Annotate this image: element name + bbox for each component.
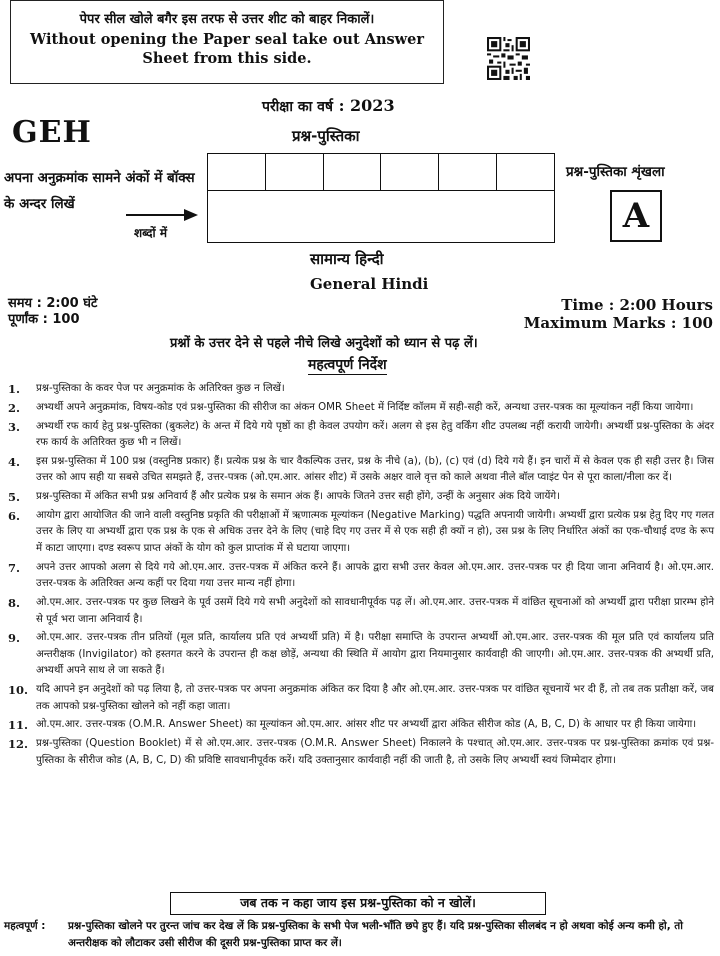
exam-year-value: : 2023 (338, 96, 395, 115)
marks-english: Maximum Marks : 100 (523, 314, 713, 332)
important-text: प्रश्न-पुस्तिका खोलने पर तुरन्त जांच कर देख लें कि प्रश्न-पुस्तिका के सभी पेज भली-भाँति छपे हुए हैं। यदि प्रश्न-पुस्तिका सीलबंद न हो अथवा कोई अन्य कमी हो, तो अन्तरीक्षक को लौटाकर उसी सीरीज की दूसरी प्रश्न-पुस्तिका प्राप्त कर लें। (68, 920, 683, 949)
instruction-text: इस प्रश्न-पुस्तिका में 100 प्रश्न (वस्तुनिष्ठ प्रकार) हैं। प्रत्येक प्रश्न के चार वैकल्पिक उत्तर, प्रश्न के नीचे (a), (b), (c) एवं (d) दिये गये हैं। इन चारों में से केवल एक ही सही उत्तर है। जिस उत्तर को आप सही या सबसे उचित समझते हैं, उत्तर-पत्रक (ओ.एम.आर. आंसर शीट) में उसके अक्षर वाले वृत्त को काले अथवा नीले बॉल प्वाइंट पेन से पूरा काला/नीला कर दें। (36, 455, 714, 484)
instruction-number: 9. (8, 631, 21, 646)
read-instructions-note: प्रश्नों के उत्तर देने से पहले नीचे लिखे अनुदेशों को ध्यान से पढ़ लें। (170, 336, 478, 351)
roll-digit-box[interactable] (496, 154, 554, 190)
instruction-item (8, 595, 714, 628)
roll-digit-box[interactable] (208, 154, 265, 190)
instruction-number: 6. (8, 508, 21, 523)
instruction-text: यदि आपने इन अनुदेशों को पढ़ लिया है, तो उत्तर-पत्रक पर अपना अनुक्रमांक अंकित कर दिया है और ओ.एम.आर. उत्तर-पत्रक पर वांछित सूचनायें भर दी हैं, तो तब तक प्रतीक्षा करें, जब तक आपको प्रश्न-पुस्तिका खोलने को नहीं कहा जाता। (36, 684, 714, 712)
time-english: Time : 2:00 Hours (561, 296, 713, 314)
marks-hindi: पूर्णांक : 100 (8, 312, 80, 327)
instruction-item (8, 508, 714, 558)
instruction-number: 8. (8, 596, 21, 611)
series-code-box: A (610, 190, 662, 242)
seal-notice-english: Without opening the Paper seal take out Answer Sheet from this side. (29, 31, 425, 67)
instruction-item (8, 630, 714, 680)
roll-number-digit-boxes[interactable] (207, 153, 555, 191)
seal-notice-box (10, 0, 444, 84)
seal-notice-hindi: पेपर सील खोले बगैर इस तरफ से उत्तर शीट को बाहर निकालें। (79, 12, 375, 27)
instruction-text: अभ्यर्थी अपने अनुक्रमांक, विषय-कोड एवं प्रश्न-पुस्तिका की सीरीज का अंकन OMR Sheet में निर्दिष्ट कॉलम में सही-सही करें, अन्यथा उत्तर-पत्रक का मूल्यांकन नहीं किया जायेगा। (36, 401, 694, 413)
time-marks-hindi (8, 296, 97, 328)
instruction-number: 11. (8, 718, 29, 733)
instruction-number: 1. (8, 382, 21, 396)
do-not-open-notice: जब तक न कहा जाय इस प्रश्न-पुस्तिका को न खोलें। (170, 892, 546, 915)
roll-digit-box[interactable] (323, 154, 381, 190)
instruction-item (8, 736, 714, 769)
instruction-text: प्रश्न-पुस्तिका के कवर पेज पर अनुक्रमांक के अतिरिक्त कुछ न लिखें। (36, 383, 285, 394)
instructions-title: महत्वपूर्ण निर्देश (308, 357, 387, 373)
series-label: प्रश्न-पुस्तिका शृंखला (566, 164, 665, 180)
important-footer (4, 918, 718, 952)
instruction-number: 10. (8, 683, 29, 698)
instruction-number: 7. (8, 560, 21, 575)
exam-year-label: परीक्षा का वर्ष (262, 99, 333, 115)
important-label: महत्वपूर्ण : (4, 920, 46, 932)
instruction-number: 2. (8, 400, 21, 415)
time-hindi: समय : 2:00 घंटे (8, 296, 98, 311)
roll-words-label: शब्दों में (134, 226, 167, 240)
exam-year (262, 96, 395, 116)
instruction-text: ओ.एम.आर. उत्तर-पत्रक तीन प्रतियों (मूल प्रति, कार्यालय प्रति एवं अभ्यर्थी प्रति) में है। परीक्षा समाप्ति के उपरान्त अभ्यर्थी ओ.एम.आर. उत्तर-पत्रक की मूल प्रति एवं कार्यालय प्रति अन्तरीक्षक (Invigilator) को हस्तगत करने के उपरान्त ही कक्ष छोड़ें, अन्यथा की स्थिति में आयोग द्वारा नियमानुसार कार्यवाही की जाएगी। ओ.एम.आर. उत्तर-पत्रक की अभ्यर्थी प्रति, अभ्यर्थी अपने साथ ले जा सकते हैं। (36, 632, 714, 677)
instruction-text: अपने उत्तर आपको अलग से दिये गये ओ.एम.आर. उत्तर-पत्रक में अंकित करने हैं। आपके द्वारा सभी उत्तर केवल ओ.एम.आर. उत्तर-पत्रक पर ही दिया जाना अनिवार्य है। ओ.एम.आर. उत्तर-पत्रक के अतिरिक्त अन्य कहीं पर दिया गया उत्तर मान्य नहीं होगा। (36, 561, 714, 590)
instruction-item (8, 717, 714, 734)
roll-number-label: अपना अनुक्रमांक सामने अंकों में बॉक्स के अन्दर लिखें (4, 170, 195, 212)
instruction-text: प्रश्न-पुस्तिका (Question Booklet) में से ओ.एम.आर. उत्तर-पत्रक (O.M.R. Answer Sheet) निकालने के पश्चात् ओ.एम.आर. उत्तर-पत्रक पर प्रश्न-पुस्तिका क्रमांक एवं प्रश्न-पुस्तिका के सीरीज कोड (A, B, C, D) की प्रविष्टि सावधानीपूर्वक करें। यदि उक्तानुसार कार्यवाही नहीं की जाती है, तो उसके लिए अभ्यर्थी स्वयं जिम्मेदार होगा। (36, 738, 714, 766)
instruction-text: प्रश्न-पुस्तिका में अंकित सभी प्रश्न अनिवार्य हैं और प्रत्येक प्रश्न के समान अंक हैं। आपके जितने उत्तर सही होंगे, उन्हीं के अनुसार अंक दिये जायेंगे। (36, 491, 560, 503)
instructions-list (8, 381, 714, 772)
instruction-text: ओ.एम.आर. उत्तर-पत्रक पर कुछ लिखने के पूर्व उसमें दिये गये सभी अनुदेशों को सावधानीपूर्वक पढ़ लें। ओ.एम.आर. उत्तर-पत्रक में वांछित सूचनाओं को अभ्यर्थी द्वारा परीक्षा प्रारम्भ होने से पूर्व भरा जाना अनिवार्य है। (36, 597, 714, 625)
instruction-item (8, 454, 714, 487)
instruction-item (8, 400, 714, 417)
instruction-number: 5. (8, 490, 21, 505)
instruction-item (8, 682, 714, 715)
roll-digit-box[interactable] (380, 154, 438, 190)
instruction-number: 12. (8, 737, 29, 752)
roll-digit-box[interactable] (265, 154, 323, 190)
roll-number-words-box[interactable] (207, 190, 555, 243)
instruction-item (8, 419, 714, 452)
subject-hindi: सामान्य हिन्दी (310, 250, 384, 268)
roll-digit-box[interactable] (438, 154, 496, 190)
instruction-item (8, 489, 714, 506)
instruction-item (8, 381, 714, 398)
instruction-text: ओ.एम.आर. उत्तर-पत्रक (O.M.R. Answer Sheet) का मूल्यांकन ओ.एम.आर. आंसर शीट पर अभ्यर्थी द्वारा अंकित सीरीज कोड (A, B, C, D) के आधार पर ही किया जायेगा। (36, 719, 697, 731)
subject-english: General Hindi (310, 275, 429, 293)
qr-code-icon (487, 37, 530, 80)
instruction-text: अभ्यर्थी रफ कार्य हेतु प्रश्न-पुस्तिका (बुकलेट) के अन्त में दिये गये पृष्ठों का ही केवल उपयोग करें। अलग से इस हेतु वर्किंग शीट उपलब्ध नहीं करायी जायेगी। अभ्यर्थी प्रश्न-पुस्तिका के अंदर रफ कार्य के अतिरिक्त कुछ भी न लिखें। (36, 420, 714, 449)
time-marks-english (524, 296, 713, 332)
booklet-title: प्रश्न-पुस्तिका (292, 127, 360, 145)
instruction-item (8, 560, 714, 593)
instruction-text: आयोग द्वारा आयोजित की जाने वाली वस्तुनिष्ठ प्रकृति की परीक्षाओं में ऋणात्मक मूल्यांकन (Negative Marking) पद्धति अपनायी जायेगी। अभ्यर्थी द्वारा प्रत्येक प्रश्न हेतु दिए गए गलत उत्तर के लिए या अभ्यर्थी द्वारा एक प्रश्न के एक से अधिक उत्तर देने के लिए (चाहे दिए गए उत्तर में से एक सही ही क्यों न हो), उस प्रश्न के लिए निर्धारित अंकों का एक-चौथाई दण्ड के रूप में काटा जाएगा। दण्ड स्वरूप प्राप्त अंकों के योग को कुल प्राप्तांक में से घटाया जाएगा। (36, 509, 714, 554)
arrow-right-icon (126, 207, 198, 223)
instruction-number: 4. (8, 454, 21, 469)
subject-code: GEH (12, 115, 92, 150)
instruction-number: 3. (8, 419, 21, 434)
